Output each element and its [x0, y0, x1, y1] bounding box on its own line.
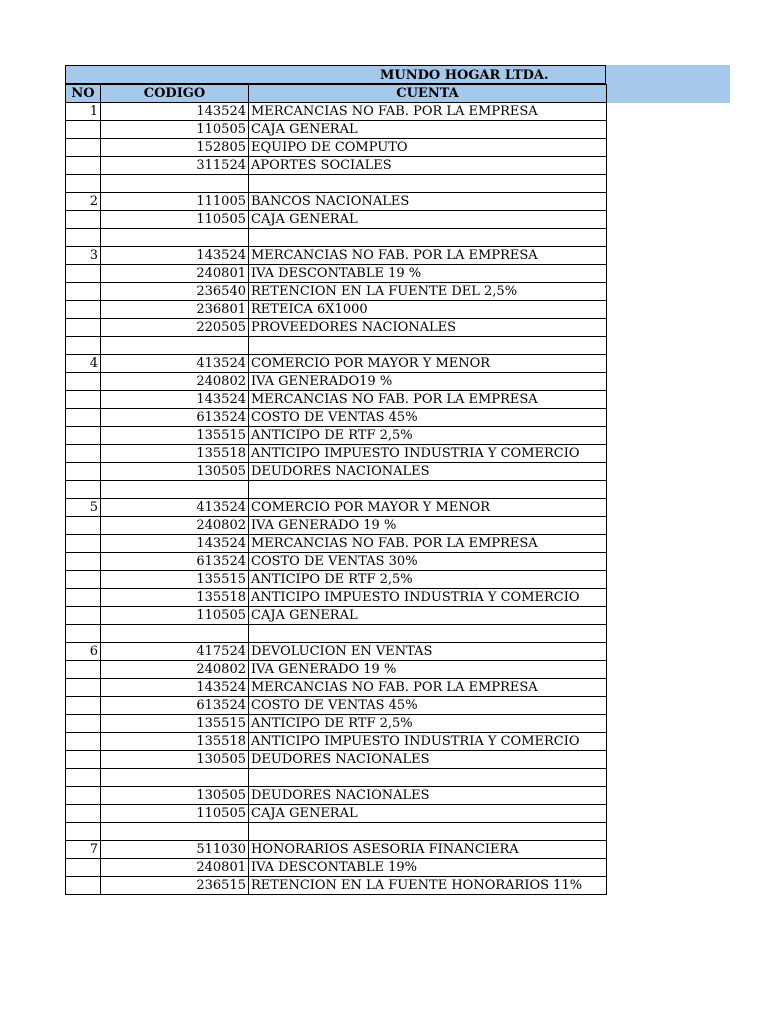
codigo-cell[interactable]: 110505	[101, 211, 249, 229]
table-row	[66, 193, 607, 211]
codigo-cell[interactable]	[101, 481, 249, 499]
no-cell[interactable]	[66, 229, 101, 247]
table-row	[66, 265, 607, 283]
cuenta-cell[interactable]: RETENCION EN LA FUENTE DEL 2,5%	[249, 283, 607, 301]
codigo-cell[interactable]: 417524	[101, 643, 249, 661]
table-row	[66, 607, 607, 625]
table-row	[66, 571, 607, 589]
cuenta-cell[interactable]	[249, 229, 607, 247]
table-row	[66, 715, 607, 733]
no-cell[interactable]: 1	[66, 103, 101, 121]
no-cell[interactable]	[66, 409, 101, 427]
codigo-cell[interactable]: 135515	[101, 715, 249, 733]
codigo-cell[interactable]: 236515	[101, 877, 249, 895]
table-row	[66, 499, 607, 517]
cuenta-cell[interactable]	[249, 337, 607, 355]
table-row	[66, 787, 607, 805]
no-cell[interactable]	[66, 859, 101, 877]
no-cell[interactable]: 2	[66, 193, 101, 211]
codigo-cell[interactable]: 240801	[101, 859, 249, 877]
header-cuenta[interactable]: CUENTA	[249, 85, 607, 103]
table-row	[66, 247, 607, 265]
table-row	[66, 175, 607, 193]
codigo-cell[interactable]: 613524	[101, 409, 249, 427]
cuenta-cell[interactable]: DEUDORES NACIONALES	[249, 787, 607, 805]
table-row	[66, 121, 607, 139]
no-cell[interactable]	[66, 571, 101, 589]
no-cell[interactable]	[66, 769, 101, 787]
codigo-cell[interactable]: 130505	[101, 463, 249, 481]
codigo-cell[interactable]: 413524	[101, 499, 249, 517]
cuenta-cell[interactable]: COSTO DE VENTAS 45%	[249, 409, 607, 427]
no-cell[interactable]	[66, 877, 101, 895]
cuenta-cell[interactable]	[249, 769, 607, 787]
cuenta-cell[interactable]	[249, 823, 607, 841]
cuenta-cell[interactable]: COMERCIO POR MAYOR Y MENOR	[249, 355, 607, 373]
no-cell[interactable]	[66, 697, 101, 715]
cuenta-cell[interactable]: EQUIPO DE COMPUTO	[249, 139, 607, 157]
no-cell[interactable]	[66, 283, 101, 301]
no-cell[interactable]	[66, 265, 101, 283]
title-row[interactable]	[65, 65, 606, 84]
cuenta-cell[interactable]: DEUDORES NACIONALES	[249, 751, 607, 769]
cuenta-cell[interactable]: ANTICIPO IMPUESTO INDUSTRIA Y COMERCIO	[249, 589, 607, 607]
table-row	[66, 589, 607, 607]
no-cell[interactable]	[66, 535, 101, 553]
cuenta-cell[interactable]: ANTICIPO DE RTF 2,5%	[249, 427, 607, 445]
cuenta-cell[interactable]: CAJA GENERAL	[249, 121, 607, 139]
cuenta-cell[interactable]: RETENCION EN LA FUENTE HONORARIOS 11%	[249, 877, 607, 895]
table-row	[66, 211, 607, 229]
cuenta-cell[interactable]: IVA DESCONTABLE 19%	[249, 859, 607, 877]
cuenta-cell[interactable]: ANTICIPO IMPUESTO INDUSTRIA Y COMERCIO	[249, 733, 607, 751]
table-row	[66, 391, 607, 409]
cuenta-cell[interactable]: ANTICIPO IMPUESTO INDUSTRIA Y COMERCIO	[249, 445, 607, 463]
cuenta-cell[interactable]: CAJA GENERAL	[249, 805, 607, 823]
table-row	[66, 751, 607, 769]
table-row	[66, 103, 607, 121]
codigo-cell[interactable]: 143524	[101, 535, 249, 553]
table-row	[66, 517, 607, 535]
table-row	[66, 301, 607, 319]
accounts-table	[65, 84, 607, 895]
cuenta-cell[interactable]: IVA DESCONTABLE 19 %	[249, 265, 607, 283]
no-cell[interactable]	[66, 391, 101, 409]
no-cell[interactable]	[66, 121, 101, 139]
table-row	[66, 427, 607, 445]
no-cell[interactable]	[66, 625, 101, 643]
codigo-cell[interactable]: 143524	[101, 391, 249, 409]
codigo-cell[interactable]: 110505	[101, 607, 249, 625]
codigo-cell[interactable]: 143524	[101, 247, 249, 265]
no-cell[interactable]	[66, 517, 101, 535]
codigo-cell[interactable]: 220505	[101, 319, 249, 337]
codigo-cell[interactable]: 613524	[101, 697, 249, 715]
codigo-cell[interactable]: 236540	[101, 283, 249, 301]
table-row	[66, 769, 607, 787]
table-row	[66, 157, 607, 175]
table-row	[66, 373, 607, 391]
codigo-cell[interactable]: 110505	[101, 805, 249, 823]
cuenta-cell[interactable]: MERCANCIAS NO FAB. POR LA EMPRESA	[249, 679, 607, 697]
table-row	[66, 805, 607, 823]
codigo-cell[interactable]: 511030	[101, 841, 249, 859]
table-row	[66, 463, 607, 481]
table-row	[66, 661, 607, 679]
cuenta-cell[interactable]: RETEICA 6X1000	[249, 301, 607, 319]
cuenta-cell[interactable]: ANTICIPO DE RTF 2,5%	[249, 571, 607, 589]
no-cell[interactable]: 3	[66, 247, 101, 265]
table-row	[66, 697, 607, 715]
table-row	[66, 355, 607, 373]
codigo-cell[interactable]: 240802	[101, 661, 249, 679]
no-cell[interactable]: 6	[66, 643, 101, 661]
table-row	[66, 481, 607, 499]
codigo-cell[interactable]: 111005	[101, 193, 249, 211]
cuenta-cell[interactable]: COSTO DE VENTAS 30%	[249, 553, 607, 571]
header-fill-extension	[606, 65, 730, 103]
cuenta-cell[interactable]: DEVOLUCION EN VENTAS	[249, 643, 607, 661]
codigo-cell[interactable]: 110505	[101, 121, 249, 139]
codigo-cell[interactable]	[101, 337, 249, 355]
table-row	[66, 823, 607, 841]
no-cell[interactable]	[66, 679, 101, 697]
codigo-cell[interactable]: 135515	[101, 427, 249, 445]
no-cell[interactable]	[66, 733, 101, 751]
codigo-cell[interactable]: 135518	[101, 445, 249, 463]
no-cell[interactable]	[66, 319, 101, 337]
table-row	[66, 319, 607, 337]
no-cell[interactable]	[66, 589, 101, 607]
codigo-cell[interactable]: 240802	[101, 373, 249, 391]
no-cell[interactable]	[66, 463, 101, 481]
cuenta-cell[interactable]: ANTICIPO DE RTF 2,5%	[249, 715, 607, 733]
no-cell[interactable]	[66, 175, 101, 193]
table-row	[66, 625, 607, 643]
cuenta-cell[interactable]	[249, 481, 607, 499]
codigo-cell[interactable]: 240802	[101, 517, 249, 535]
header-codigo[interactable]: CODIGO	[101, 85, 249, 103]
no-cell[interactable]	[66, 445, 101, 463]
no-cell[interactable]	[66, 337, 101, 355]
cuenta-cell[interactable]: IVA GENERADO 19 %	[249, 661, 607, 679]
codigo-cell[interactable]	[101, 229, 249, 247]
codigo-cell[interactable]: 135518	[101, 733, 249, 751]
header-no[interactable]: NO	[66, 85, 101, 103]
no-cell[interactable]	[66, 301, 101, 319]
cuenta-cell[interactable]: CAJA GENERAL	[249, 607, 607, 625]
table-row	[66, 535, 607, 553]
no-cell[interactable]	[66, 823, 101, 841]
codigo-cell[interactable]: 152805	[101, 139, 249, 157]
codigo-cell[interactable]: 135518	[101, 589, 249, 607]
cuenta-cell[interactable]: IVA GENERADO19 %	[249, 373, 607, 391]
codigo-cell[interactable]: 240801	[101, 265, 249, 283]
codigo-cell[interactable]: 143524	[101, 679, 249, 697]
codigo-cell[interactable]: 236801	[101, 301, 249, 319]
cuenta-cell[interactable]	[249, 625, 607, 643]
company-title: MUNDO HOGAR LTDA.	[380, 68, 549, 83]
table-row	[66, 139, 607, 157]
table-row	[66, 877, 607, 895]
table-row	[66, 841, 607, 859]
cuenta-cell[interactable]: MERCANCIAS NO FAB. POR LA EMPRESA	[249, 535, 607, 553]
no-cell[interactable]	[66, 481, 101, 499]
no-cell[interactable]	[66, 139, 101, 157]
cuenta-cell[interactable]: MERCANCIAS NO FAB. POR LA EMPRESA	[249, 247, 607, 265]
no-cell[interactable]	[66, 553, 101, 571]
table-row	[66, 643, 607, 661]
no-cell[interactable]	[66, 427, 101, 445]
codigo-cell[interactable]	[101, 823, 249, 841]
no-cell[interactable]	[66, 157, 101, 175]
codigo-cell[interactable]	[101, 175, 249, 193]
codigo-cell[interactable]: 130505	[101, 751, 249, 769]
cuenta-cell[interactable]: MERCANCIAS NO FAB. POR LA EMPRESA	[249, 103, 607, 121]
no-cell[interactable]	[66, 373, 101, 391]
codigo-cell[interactable]	[101, 769, 249, 787]
cuenta-cell[interactable]: CAJA GENERAL	[249, 211, 607, 229]
table-row	[66, 337, 607, 355]
table-row	[66, 859, 607, 877]
cuenta-cell[interactable]: COMERCIO POR MAYOR Y MENOR	[249, 499, 607, 517]
header-row	[66, 85, 607, 103]
cuenta-cell[interactable]: DEUDORES NACIONALES	[249, 463, 607, 481]
no-cell[interactable]	[66, 805, 101, 823]
codigo-cell[interactable]: 613524	[101, 553, 249, 571]
cuenta-cell[interactable]: MERCANCIAS NO FAB. POR LA EMPRESA	[249, 391, 607, 409]
codigo-cell[interactable]: 135515	[101, 571, 249, 589]
cuenta-cell[interactable]: PROVEEDORES NACIONALES	[249, 319, 607, 337]
table-row	[66, 733, 607, 751]
no-cell[interactable]: 5	[66, 499, 101, 517]
codigo-cell[interactable]: 130505	[101, 787, 249, 805]
no-cell[interactable]: 7	[66, 841, 101, 859]
no-cell[interactable]: 4	[66, 355, 101, 373]
cuenta-cell[interactable]: HONORARIOS ASESORIA FINANCIERA	[249, 841, 607, 859]
cuenta-cell[interactable]	[249, 175, 607, 193]
spreadsheet	[65, 65, 607, 895]
no-cell[interactable]	[66, 787, 101, 805]
table-row	[66, 409, 607, 427]
cuenta-cell[interactable]: APORTES SOCIALES	[249, 157, 607, 175]
table-body	[66, 103, 607, 895]
table-row	[66, 229, 607, 247]
cuenta-cell[interactable]: IVA GENERADO 19 %	[249, 517, 607, 535]
table-row	[66, 679, 607, 697]
no-cell[interactable]	[66, 715, 101, 733]
codigo-cell[interactable]: 413524	[101, 355, 249, 373]
no-cell[interactable]	[66, 211, 101, 229]
table-row	[66, 553, 607, 571]
no-cell[interactable]	[66, 607, 101, 625]
codigo-cell[interactable]: 143524	[101, 103, 249, 121]
codigo-cell[interactable]: 311524	[101, 157, 249, 175]
no-cell[interactable]	[66, 661, 101, 679]
no-cell[interactable]	[66, 751, 101, 769]
cuenta-cell[interactable]: BANCOS NACIONALES	[249, 193, 607, 211]
cuenta-cell[interactable]: COSTO DE VENTAS 45%	[249, 697, 607, 715]
table-row	[66, 445, 607, 463]
table-row	[66, 283, 607, 301]
codigo-cell[interactable]	[101, 625, 249, 643]
